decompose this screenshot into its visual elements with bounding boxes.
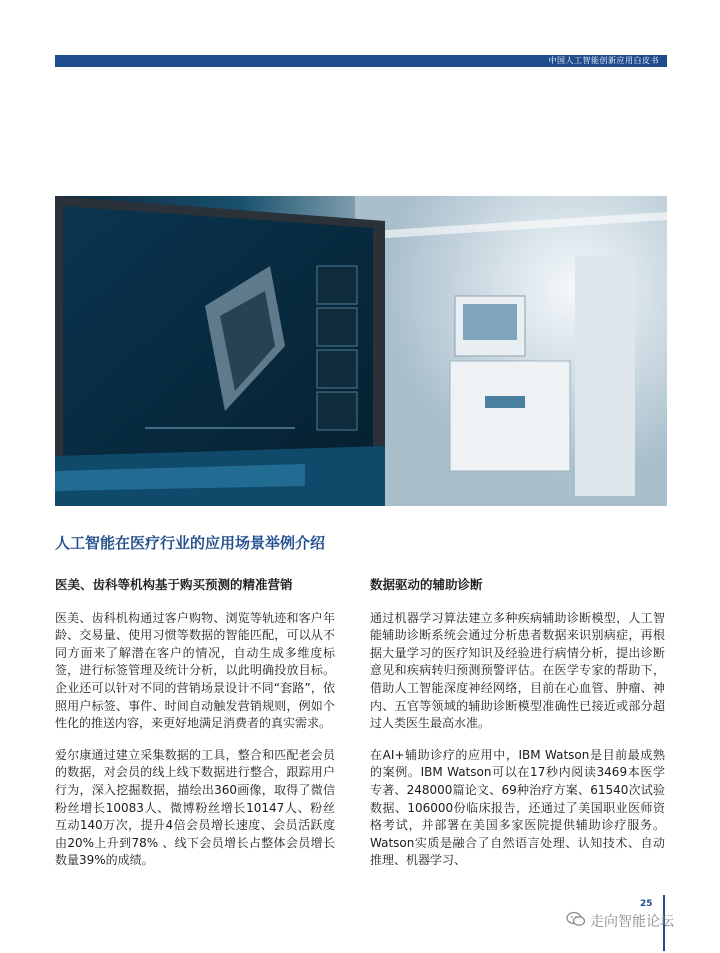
left-paragraph-2: 爱尔康通过建立采集数据的工具，整合和匹配老会员的数据，对会员的线上线下数据进行整合，跟踪用户行为，深入挖掘数据，描绘出360画像，取得了微信粉丝增长10083人、微博粉丝增长10147人、粉丝互动140万次，提升4倍会员增长速度、会员活跃度由20%上升到78% 、线下会员增长占整体会员增长数量39%的成绩。	[55, 747, 335, 868]
section-title: 人工智能在医疗行业的应用场景举例介绍	[55, 534, 326, 552]
right-paragraph-1: 通过机器学习算法建立多种疾病辅助诊断模型，人工智能辅助诊断系统会通过分析患者数据来识别病症，再根据大量学习的医疗知识及经验进行病情分析，提出诊断意见和疾病转归预测预警评估。在医学专家的帮助下，借助人工智能深度神经网络，目前在心血管、肿瘤、神内、五官等领域的辅助诊断模型准确性已接近或部分超过人类医生最高水准。	[370, 610, 665, 731]
left-column	[55, 576, 335, 884]
right-column	[370, 576, 665, 884]
right-paragraph-2: 在AI+辅助诊疗的应用中，IBM Watson是目前最成熟的案例。IBM Watson可以在17秒内阅读3469本医学专著、248000篇论文、69种治疗方案、61540次试验数据、106000份临床报告，还通过了美国职业医师资格考试，并部署在美国多家医院提供辅助诊疗服务。Watson实质是融合了自然语言处理、认知技术、自动推理、机器学习、	[370, 747, 665, 868]
watermark-text: 走向智能论坛	[590, 914, 674, 930]
wechat-icon	[566, 911, 586, 931]
page-number: 25	[640, 899, 653, 909]
watermark	[566, 911, 674, 931]
hero-image-medical-monitor	[55, 196, 667, 506]
header-bar	[55, 55, 667, 67]
hero-illustration	[55, 196, 667, 506]
left-column-heading: 医美、齿科等机构基于购买预测的精准营销	[55, 577, 293, 592]
header-title: 中国人工智能创新应用白皮书	[548, 56, 659, 65]
left-paragraph-1: 医美、齿科机构通过客户购物、浏览等轨迹和客户年龄、交易量、使用习惯等数据的智能匹配，可以从不同方面来了解潜在客户的情况，自动生成多维度标签，进行标签管理及统计分析，以此明确投放目标。企业还可以针对不同的营销场景设计不同“套路”，依照用户标签、事件、时间自动触发营销规则，例如个性化的推送内容，来更好地满足消费者的真实需求。	[55, 610, 335, 731]
right-column-heading: 数据驱动的辅助诊断	[370, 577, 483, 592]
